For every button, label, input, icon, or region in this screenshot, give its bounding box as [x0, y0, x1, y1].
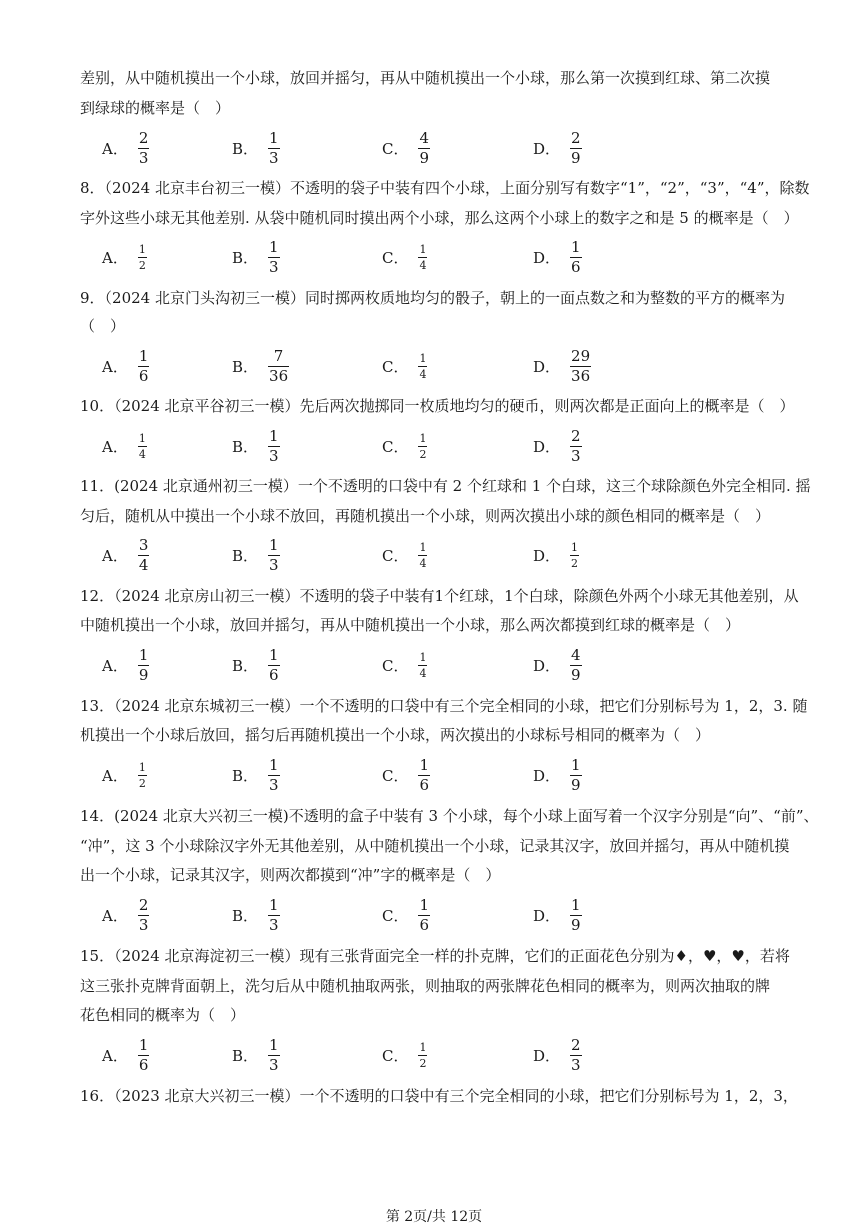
choice-d: D． $\frac{2}{3}$ [533, 426, 581, 465]
fraction: $\frac{1}{9}$ [138, 645, 149, 684]
question-7-text-line-1: 差别，从中随机摸出一个小球，放回并摇匀，再从中随机摸出一个小球，那么第一次摸到红球、第二次摸 [80, 69, 771, 87]
choice-b: B． $\frac{7}{36}$ [232, 346, 289, 385]
choice-c: C． $\frac{1}{2}$ [382, 1040, 427, 1070]
question-15-text-line-1: 15．（2024 北京海淀初三一模）现有三张背面完全一样的扑克牌，它们的正面花色分别为♦，♥，♥，若将 [80, 947, 790, 965]
fraction: $\frac{2}{3}$ [571, 426, 581, 465]
question-7-choices [80, 128, 800, 168]
page-footer: 第 2页/共 12页 [385, 1209, 483, 1225]
fraction: $\frac{1}{3}$ [269, 755, 279, 794]
choice-c: C． $\frac{1}{4}$ [382, 540, 427, 570]
fraction: $\frac{1}{6}$ [269, 645, 279, 684]
question-14-choices [80, 895, 800, 935]
question-12-text-line-1: 12．（2024 北京房山初三一模）不透明的袋子中装有1个红球，1个白球，除颜色外两个小球无其他差别，从 [80, 587, 799, 605]
choice-b: B． $\frac{1}{3}$ [232, 237, 279, 276]
fraction: $\frac{1}{3}$ [269, 895, 279, 934]
question-13-text-line-1: 13．（2024 北京东城初三一模）一个不透明的口袋中有三个完全相同的小球，把它们分别标号为 1，2，3. 随 [80, 697, 808, 715]
question-9-choices [80, 346, 800, 386]
choice-b: B． $\frac{1}{3}$ [232, 1035, 279, 1074]
choice-a: A． $\frac{1}{2}$ [102, 242, 146, 272]
question-8-text-line-1: 8．（2024 北京丰台初三一模）不透明的袋子中装有四个小球，上面分别写有数字“1”，“2”，“3”，“4”，除数 [80, 179, 810, 197]
choice-d: D． $\frac{4}{9}$ [533, 645, 581, 684]
fraction: $\frac{1}{3}$ [269, 237, 279, 276]
choice-d: D． $\frac{2}{9}$ [533, 128, 581, 167]
choice-a: A． $\frac{3}{4}$ [102, 535, 149, 574]
question-14-text-line-3: 出一个小球，记录其汉字，则两次都摸到“冲”字的概率是（ ） [80, 866, 501, 884]
fraction: $\frac{1}{6}$ [571, 237, 581, 276]
choice-a: A． $\frac{2}{3}$ [102, 128, 149, 167]
choice-b: B． $\frac{1}{3}$ [232, 535, 279, 574]
question-13-choices [80, 755, 800, 795]
question-8-choices [80, 237, 800, 277]
choice-a: A． $\frac{1}{4}$ [102, 431, 146, 461]
fraction: $\frac{1}{3}$ [269, 128, 279, 167]
fraction: $\frac{1}{4}$ [419, 351, 427, 381]
question-16-text-line-1: 16．（2023 北京大兴初三一模）一个不透明的口袋中有三个完全相同的小球，把它们分别标号为 1，2，3， [80, 1087, 798, 1105]
fraction: $\frac{1}{3}$ [269, 535, 279, 574]
fraction: $\frac{1}{6}$ [138, 346, 149, 385]
fraction: $\frac{1}{2}$ [419, 1040, 427, 1070]
choice-c: C． $\frac{1}{2}$ [382, 431, 427, 461]
question-15-text-line-2: 这三张扑克牌背面朝上，洗匀后从中随机抽取两张，则抽取的两张牌花色相同的概率为，则两次抽取的牌 [80, 977, 771, 995]
question-11-choices [80, 535, 800, 575]
choice-c: C． $\frac{1}{4}$ [382, 242, 427, 272]
choice-a: A． $\frac{2}{3}$ [102, 895, 149, 934]
fraction: $\frac{1}{3}$ [269, 1035, 279, 1074]
question-9-text-line-2: （ ） [80, 317, 126, 335]
choice-a: A． $\frac{1}{9}$ [102, 645, 149, 684]
choice-b: B． $\frac{1}{3}$ [232, 426, 279, 465]
question-14-text-line-1: 14．(2024 北京大兴初三一模)不透明的盒子中装有 3 个小球，每个小球上面写着一个汉字分别是“向”、“前”、 [80, 807, 819, 825]
question-10-text-line-1: 10．（2024 北京平谷初三一模）先后两次抛掷同一枚质地均匀的硬币，则两次都是正面向上的概率是（ ） [80, 397, 795, 415]
fraction: $\frac{1}{2}$ [138, 242, 146, 272]
fraction: $\frac{7}{36}$ [269, 346, 289, 385]
fraction: $\frac{1}{4}$ [138, 431, 146, 461]
question-12-choices [80, 645, 800, 685]
question-9-text-line-1: 9．（2024 北京门头沟初三一模）同时掷两枚质地均匀的骰子，朝上的一面点数之和为整数的平方的概率为 [80, 289, 785, 307]
fraction: $\frac{1}{2}$ [419, 431, 427, 461]
fraction: $\frac{1}{6}$ [419, 755, 430, 794]
choice-a: A． $\frac{1}{6}$ [102, 346, 149, 385]
choice-c: C． $\frac{1}{4}$ [382, 650, 427, 680]
fraction: $\frac{1}{2}$ [571, 540, 579, 570]
fraction: $\frac{1}{9}$ [571, 755, 581, 794]
choice-c: C． $\frac{1}{4}$ [382, 351, 427, 381]
choice-d: D． $\frac{2}{3}$ [533, 1035, 581, 1074]
choice-c: C． $\frac{1}{6}$ [382, 755, 430, 794]
choice-c: C． $\frac{1}{6}$ [382, 895, 430, 934]
fraction: $\frac{1}{4}$ [419, 242, 427, 272]
choice-b: B． $\frac{1}{3}$ [232, 895, 279, 934]
question-12-text-line-2: 中随机摸出一个小球，放回并摇匀，再从中随机摸出一个小球，那么两次都摸到红球的概率是（ ） [80, 616, 741, 634]
fraction: $\frac{1}{6}$ [138, 1035, 149, 1074]
choice-a: A． $\frac{1}{6}$ [102, 1035, 149, 1074]
fraction: $\frac{2}{3}$ [138, 128, 149, 167]
fraction: $\frac{1}{3}$ [269, 426, 279, 465]
question-11-text-line-2: 匀后，随机从中摸出一个小球不放回，再随机摸出一个小球，则两次摸出小球的颜色相同的概率是（ ） [80, 507, 771, 525]
fraction: $\frac{29}{36}$ [571, 346, 591, 385]
choice-d: D． $\frac{1}{9}$ [533, 755, 581, 794]
question-14-text-line-2: “冲”，这 3 个小球除汉字外无其他差别，从中随机摸出一个小球，记录其汉字，放回并摇匀，再从中随机摸 [80, 837, 790, 855]
fraction: $\frac{3}{4}$ [138, 535, 149, 574]
fraction: $\frac{1}{6}$ [419, 895, 430, 934]
choice-b: B． $\frac{1}{3}$ [232, 755, 279, 794]
fraction: $\frac{1}{4}$ [419, 650, 427, 680]
choice-d: D． $\frac{1}{2}$ [533, 540, 579, 570]
choice-a: A． $\frac{1}{2}$ [102, 760, 146, 790]
fraction: $\frac{1}{2}$ [138, 760, 146, 790]
question-10-choices [80, 426, 800, 466]
question-15-text-line-3: 花色相同的概率为（ ） [80, 1006, 246, 1024]
question-13-text-line-2: 机摸出一个小球后放回，摇匀后再随机摸出一个小球，两次摸出的小球标号相同的概率为（ ） [80, 726, 711, 744]
fraction: $\frac{4}{9}$ [571, 645, 581, 684]
fraction: $\frac{4}{9}$ [419, 128, 430, 167]
fraction: $\frac{2}{3}$ [138, 895, 149, 934]
fraction: $\frac{2}{3}$ [571, 1035, 581, 1074]
choice-d: D． $\frac{29}{36}$ [533, 346, 591, 385]
question-15-choices [80, 1035, 800, 1075]
question-8-text-line-2: 字外这些小球无其他差别. 从袋中随机同时摸出两个小球，那么这两个小球上的数字之和是 5 的概率是（ ） [80, 209, 799, 227]
choice-b: B． $\frac{1}{3}$ [232, 128, 279, 167]
fraction: $\frac{1}{4}$ [419, 540, 427, 570]
choice-d: D． $\frac{1}{6}$ [533, 237, 581, 276]
choice-d: D． $\frac{1}{9}$ [533, 895, 581, 934]
choice-b: B． $\frac{1}{6}$ [232, 645, 279, 684]
question-7-text-line-2: 到绿球的概率是（ ） [80, 99, 231, 117]
choice-c: C． $\frac{4}{9}$ [382, 128, 430, 167]
fraction: $\frac{2}{9}$ [571, 128, 581, 167]
question-11-text-line-1: 11．(2024 北京通州初三一模）一个不透明的口袋中有 2 个红球和 1 个白球，这三个球除颜色外完全相同. 摇 [80, 477, 811, 495]
fraction: $\frac{1}{9}$ [571, 895, 581, 934]
